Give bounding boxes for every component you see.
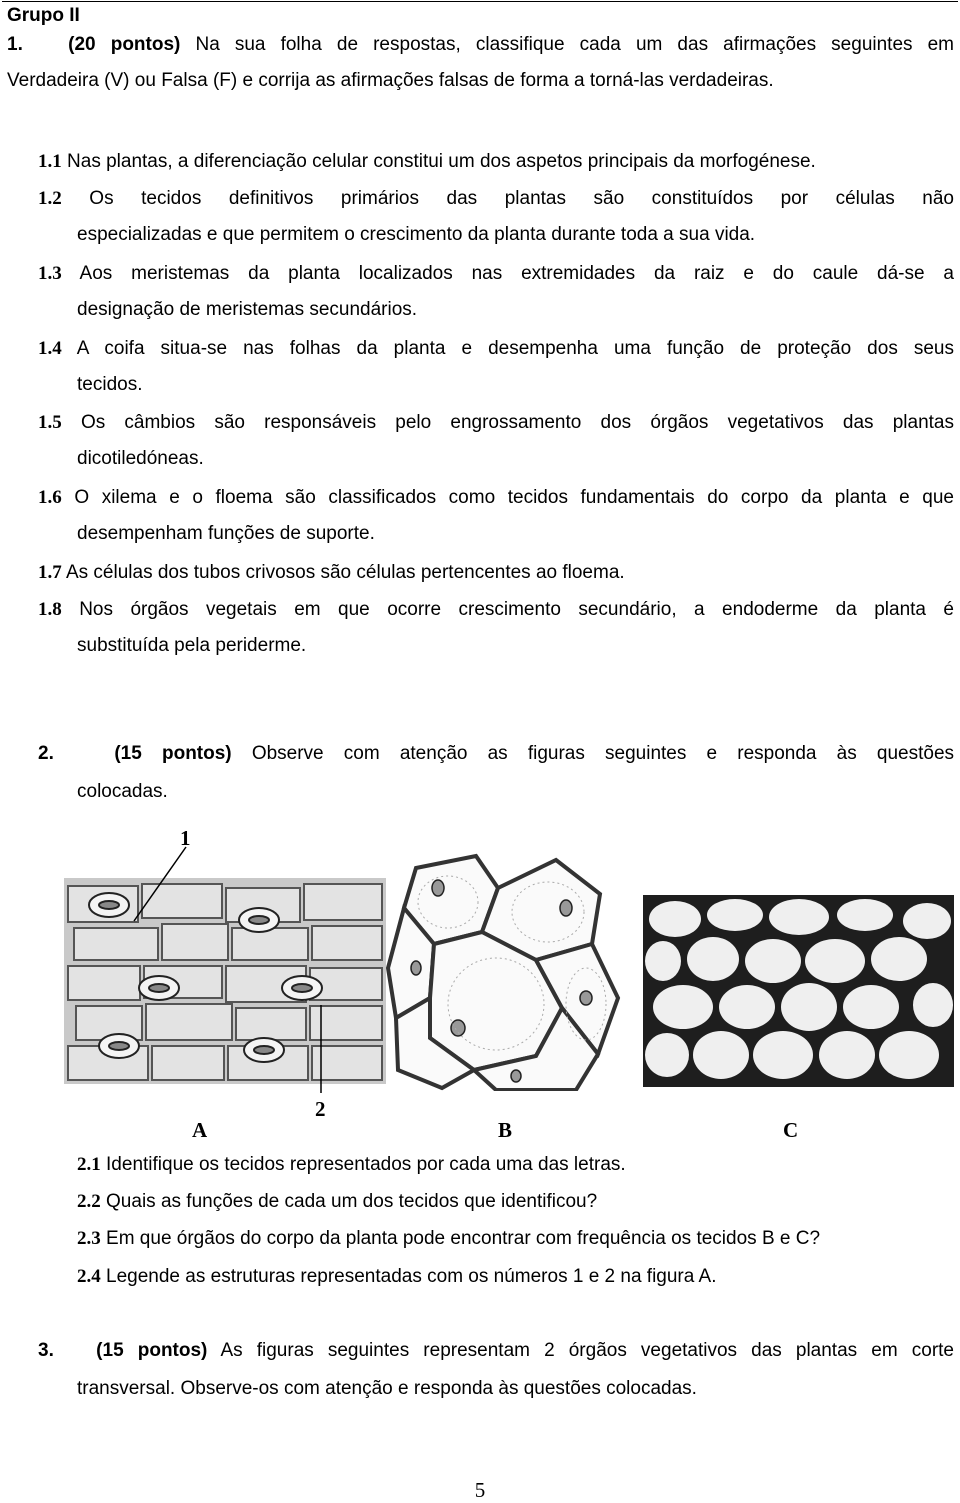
q2-item-text: Em que órgãos do corpo da planta pode encontrar com frequência os tecidos B e C? [106, 1228, 821, 1249]
q1-item-text: Nos órgãos vegetais em que ocorre crescimento secundário, a endoderme da planta é [79, 599, 954, 620]
q2-item-text: Identifique os tecidos representados por cada uma das letras. [106, 1154, 626, 1175]
q3-intro-line1 [38, 1332, 954, 1369]
q1-item-text: A coifa situa-se nas folhas da planta e desempenha uma função de proteção dos seus [76, 338, 954, 359]
page-number: 5 [474, 1478, 486, 1502]
q3-points: (15 pontos) [96, 1340, 208, 1361]
figure-b-parenchyma [386, 848, 622, 1091]
q3-intro-text-a: As figuras seguintes representam 2 órgãos vegetativos das plantas em corte [220, 1340, 954, 1361]
q1-item-text-cont: substituída pela periderme. [77, 635, 307, 656]
figure-a-label-1: 1 [180, 826, 191, 850]
q2-item [77, 1220, 820, 1257]
q2-item-number: 2.2 [77, 1191, 101, 1212]
q2-points: (15 pontos) [114, 743, 232, 764]
q1-item-number: 1.5 [38, 412, 62, 433]
q2-intro-line2: colocadas. [77, 781, 168, 802]
q1-item [38, 330, 954, 367]
figure-a-label-2: 2 [315, 1097, 326, 1121]
q1-item-text: Nas plantas, a diferenciação celular constitui um dos aspetos principais da morfogénese. [67, 151, 816, 172]
q1-item [38, 143, 816, 180]
figure-a-pointer-lines [120, 845, 340, 1095]
q2-item [77, 1183, 597, 1220]
q1-points: (20 pontos) [68, 34, 181, 55]
q1-item-text-cont: tecidos. [77, 374, 143, 395]
q1-item-number: 1.6 [38, 487, 62, 508]
q1-item-text-cont: dicotiledóneas. [77, 448, 204, 469]
q2-item [77, 1146, 626, 1183]
q1-item [38, 479, 954, 516]
q1-item-text-cont: desempenham funções de suporte. [77, 523, 375, 544]
q2-item-number: 2.3 [77, 1228, 101, 1249]
q2-item-text: Quais as funções de cada um dos tecidos que identificou? [106, 1191, 598, 1212]
q1-item-number: 1.2 [38, 188, 62, 209]
q3-number: 3. [38, 1340, 54, 1361]
q1-item-text-cont: designação de meristemas secundários. [77, 299, 418, 320]
q1-item-number: 1.8 [38, 599, 62, 620]
figure-a-caption: A [192, 1118, 208, 1142]
q2-item [77, 1258, 717, 1295]
q1-item-text: Os tecidos definitivos primários das plantas são constituídos por células não [89, 188, 954, 209]
figure-c-tissue-photo [643, 895, 954, 1087]
q2-item-number: 2.4 [77, 1266, 101, 1287]
q1-item [38, 591, 954, 628]
group-title: Grupo II [7, 5, 80, 26]
q1-intro-line2: Verdadeira (V) ou Falsa (F) e corrija as afirmações falsas de forma a torná-las verdadeiras. [7, 70, 774, 91]
q2-intro-text-a: Observe com atenção as figuras seguintes e responda às questões [251, 743, 955, 764]
q2-item-text: Legende as estruturas representadas com os números 1 e 2 na figura A. [106, 1266, 717, 1287]
q2-item-number: 2.1 [77, 1154, 101, 1175]
q1-intro-line1 [7, 26, 954, 63]
q1-item-number: 1.3 [38, 263, 62, 284]
q1-number: 1. [7, 34, 23, 55]
q2-intro-line1 [38, 735, 954, 772]
figure-c-caption: C [783, 1118, 799, 1142]
figure-b-caption: B [498, 1118, 513, 1142]
q1-item [38, 255, 954, 292]
top-rule [2, 1, 958, 2]
q1-item-text-cont: especializadas e que permitem o crescimento da planta durante toda a sua vida. [77, 224, 756, 245]
q1-intro-text-a: Na sua folha de respostas, classifique cada um das afirmações seguintes em [195, 34, 955, 55]
q1-item-text: Os câmbios são responsáveis pelo engrossamento dos órgãos vegetativos das plantas [80, 412, 954, 433]
q2-number: 2. [38, 743, 54, 764]
q1-item [38, 180, 954, 217]
q1-item-text: As células dos tubos crivosos são células pertencentes ao floema. [65, 562, 625, 583]
q1-item-number: 1.1 [38, 151, 62, 172]
q1-item-text: Aos meristemas da planta localizados nas extremidades da raiz e do caule dá-se a [79, 263, 954, 284]
q1-item-number: 1.4 [38, 338, 62, 359]
q3-intro-line2: transversal. Observe-os com atenção e responda às questões colocadas. [77, 1378, 697, 1399]
q1-item-text: O xilema e o floema são classificados como tecidos fundamentais do corpo da planta e que [74, 487, 954, 508]
q1-item [38, 554, 625, 591]
q1-item-number: 1.7 [38, 562, 62, 583]
q1-item [38, 404, 954, 441]
